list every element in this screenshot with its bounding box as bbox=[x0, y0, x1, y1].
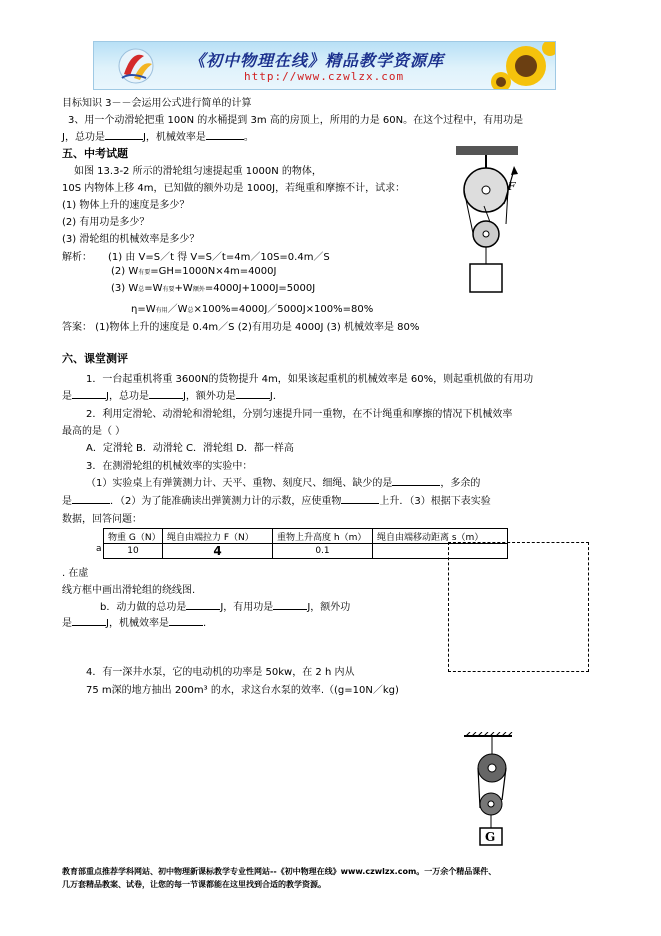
solution-text: =GH=1000N×4m=4000J bbox=[150, 266, 277, 277]
blank-motion[interactable] bbox=[341, 493, 379, 504]
section5-intro-line2: 10S 内物体上移 4m，已知做的额外功是 1000J，若绳重和摩擦不计，试求： bbox=[62, 183, 406, 194]
solution-text: ×100%=4000J／5000J×100%=80% bbox=[193, 304, 374, 315]
s6-text: J，额外功是 bbox=[182, 391, 236, 402]
section6-heading: 六、课堂测评 bbox=[62, 352, 128, 365]
table-header: 绳自由端移动距离 s（m） bbox=[373, 529, 508, 544]
table-header: 绳自由端拉力 F（N） bbox=[163, 529, 273, 544]
s6-q3-line2 bbox=[86, 474, 480, 489]
drawing-area[interactable] bbox=[448, 542, 589, 672]
banner-url[interactable]: http://www.czwlzx.com bbox=[244, 70, 405, 83]
subscript: 有用 bbox=[155, 307, 168, 314]
blank-extra-item[interactable] bbox=[72, 493, 110, 504]
blank-total-work-b[interactable] bbox=[186, 599, 220, 610]
solution-step3 bbox=[111, 283, 315, 294]
banner-title: 《初中物理在线》精品教学资源库 bbox=[189, 51, 445, 70]
s6-q3-line6: 线方框中画出滑轮组的绕线图. bbox=[62, 585, 196, 596]
s6-q3-line3 bbox=[62, 492, 491, 507]
s6-q3-line4: 数据，回答问题： bbox=[62, 514, 142, 525]
s6-q2-line2: 最高的是（ ） bbox=[62, 426, 126, 437]
s6-text: J． bbox=[269, 391, 283, 402]
weight-label: G bbox=[485, 830, 496, 844]
solution-label: 解析： bbox=[62, 252, 92, 263]
section5-question2: (2) 有用功是多少？ bbox=[62, 217, 150, 228]
s6-q3-line1: 3．在测滑轮组的机械效率的实验中： bbox=[86, 461, 253, 472]
pulley-figure-2 bbox=[456, 732, 526, 850]
blank-efficiency[interactable] bbox=[206, 129, 244, 140]
table-header-row bbox=[104, 529, 508, 544]
section5-question3: (3) 滑轮组的机械效率是多少？ bbox=[62, 234, 200, 245]
subscript: 有要 bbox=[162, 286, 175, 293]
s6-text: 是 bbox=[62, 391, 72, 402]
ceiling-beam bbox=[456, 146, 518, 155]
s6-q1-line1: 1．一台起重机将重 3600N的货物提升 4m，如果该起重机的机械效率是 60%，则起重机做的有用功 bbox=[86, 374, 534, 385]
blank-efficiency-b[interactable] bbox=[169, 615, 203, 626]
sunflower-icon bbox=[491, 42, 555, 89]
solution-step2 bbox=[111, 266, 276, 277]
header-banner bbox=[93, 41, 556, 90]
subscript: 总 bbox=[138, 286, 145, 293]
s6-q3-line7 bbox=[100, 598, 350, 613]
target3-text: J，机械效率是 bbox=[142, 132, 206, 143]
s6-text: （1）实验桌上有弹簧测力计、天平、重物、刻度尺、细绳、缺少的是 bbox=[86, 478, 393, 489]
load-block bbox=[470, 264, 502, 292]
s6-q1-line2 bbox=[62, 387, 283, 402]
logo-icon bbox=[119, 49, 153, 83]
blank-useful-work-b[interactable] bbox=[273, 599, 307, 610]
solution-text: (3) W bbox=[111, 283, 139, 294]
solution-step4 bbox=[131, 300, 373, 315]
table-cell: 4 bbox=[163, 544, 273, 559]
footer-line1: 教育部重点推荐学科网站、初中物理新课标教学专业性网站--《初中物理在线》www.czwlzx.com。一万余个精品课件、 bbox=[62, 867, 497, 876]
subscript: 总 bbox=[187, 307, 194, 314]
target3-question-line1: 3、用一个动滑轮把重 100N 的水桶提到 3m 高的房顶上，所用的力是 60N。在这个过程中，有用功是 bbox=[68, 115, 524, 126]
solution-text: =4000J+1000J=5000J bbox=[204, 283, 316, 294]
blank-total-work[interactable] bbox=[105, 129, 143, 140]
s6-q2-options: A．定滑轮 B．动滑轮 C．滑轮组 D．都一样高 bbox=[86, 443, 294, 454]
subscript: 额外 bbox=[192, 286, 205, 293]
section5-question1: (1) 物体上升的速度是多少？ bbox=[62, 200, 190, 211]
section5-heading: 五、中考试题 bbox=[62, 147, 128, 160]
s6-text: ，多余的 bbox=[440, 478, 481, 489]
table-cell: 10 bbox=[104, 544, 163, 559]
s6-text: J，总功是 bbox=[106, 391, 149, 402]
footer-line2: 几万套精品教案、试卷，让您的每一节课都能在这里找到合适的教学资源。 bbox=[62, 880, 326, 889]
solution-text: ／W bbox=[167, 304, 188, 315]
solution-text: η=W bbox=[131, 304, 156, 315]
target3-heading: 目标知识 3－－会运用公式进行简单的计算 bbox=[62, 98, 252, 109]
blank-useful-work[interactable] bbox=[72, 388, 106, 399]
subscript: 有要 bbox=[138, 269, 151, 276]
answer-line: 答案： (1)物体上升的速度是 0.4m／S (2)有用功是 4000J (3) 机械效率是 80% bbox=[62, 322, 420, 333]
s6-text: b．动力做的总功是 bbox=[100, 602, 187, 613]
solution-text: +W bbox=[174, 283, 193, 294]
blank-missing-item[interactable] bbox=[392, 475, 440, 486]
s6-text: J，机械效率是 bbox=[106, 618, 169, 629]
table-row bbox=[104, 544, 508, 559]
blank-extra-work[interactable] bbox=[236, 388, 270, 399]
s6-text: J，有用功是 bbox=[220, 602, 274, 613]
target3-question-line2 bbox=[62, 128, 254, 143]
table-header: 重物上升高度 h（m） bbox=[273, 529, 373, 544]
s6-q3-line5: . 在虚 bbox=[62, 568, 89, 579]
force-label: F bbox=[508, 180, 516, 193]
blank-extra-work-b[interactable] bbox=[72, 615, 106, 626]
solution-text: =W bbox=[144, 283, 163, 294]
s6-q2-line1: 2．利用定滑轮、动滑轮和滑轮组，分别匀速提升同一重物，在不计绳重和摩擦的情况下机械效率 bbox=[86, 409, 513, 420]
blank-total-work[interactable] bbox=[149, 388, 183, 399]
table-cell: 0.1 bbox=[273, 544, 373, 559]
target3-text: J，总功是 bbox=[62, 132, 105, 143]
target3-text: 。 bbox=[243, 132, 254, 143]
s6-text: J，额外功 bbox=[307, 602, 351, 613]
solution-step1: (1) 由 V=S／t 得 V=S／t=4m／10S=0.4m／S bbox=[108, 252, 330, 263]
solution-text: (2) W bbox=[111, 266, 139, 277]
s6-text: 上升．（3）根据下表实验 bbox=[379, 496, 491, 507]
part-a-marker: a bbox=[96, 544, 102, 554]
pulley-figure-1 bbox=[448, 142, 528, 304]
s6-q4-line2: 75 m深的地方抽出 200m³ 的水，求这台水泵的效率.（(g=10N／kg) bbox=[86, 685, 399, 696]
s6-text: 是 bbox=[62, 618, 72, 629]
s6-text: ．（2）为了能准确读出弹簧测力计的示数，应使重物 bbox=[110, 496, 342, 507]
section5-intro-line1: 如图 13.3-2 所示的滑轮组匀速提起重 1000N 的物体， bbox=[74, 166, 322, 177]
s6-text: . bbox=[202, 618, 207, 629]
s6-text: 是 bbox=[62, 496, 72, 507]
s6-q4-line1: 4．有一深井水泵，它的电动机的功率是 50kw，在 2 h 内从 bbox=[86, 667, 355, 678]
table-header: 物重 G（N） bbox=[104, 529, 163, 544]
s6-q3-line8 bbox=[62, 614, 206, 629]
